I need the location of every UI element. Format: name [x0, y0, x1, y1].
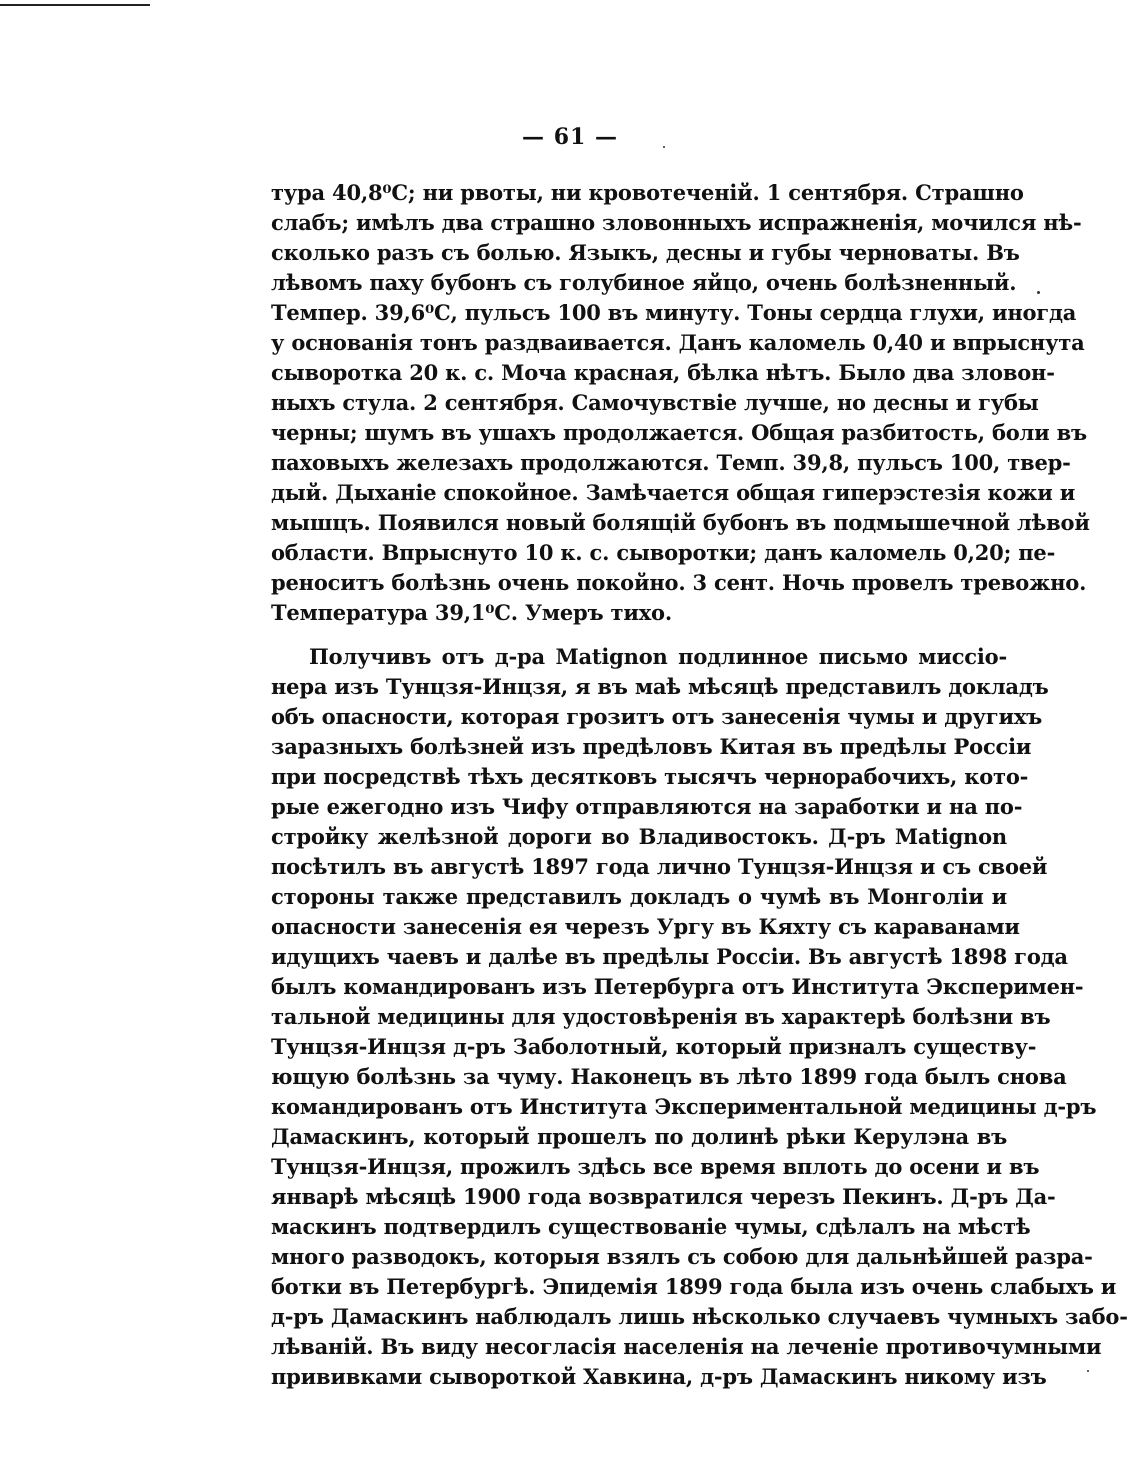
text-line: заразныхъ болѣзней изъ предѣловъ Китая въ предѣлы Россiи	[271, 734, 1032, 759]
paragraph-gap	[271, 628, 1007, 642]
text-line: Тунцзя-Инцзя д-ръ Заболотный, который призналъ существу-	[271, 1034, 1037, 1059]
text-line: реноситъ болѣзнь очень покойно. 3 сент. Ночь провелъ тревожно.	[271, 570, 1087, 595]
text-line: Темпер. 39,6⁰С, пульсъ 100 въ минуту. Тоны сердца глухи, иногда	[271, 300, 1077, 325]
text-line: январѣ мѣсяцѣ 1900 года возвратился черезъ Пекинъ. Д-ръ Да-	[271, 1184, 1056, 1209]
text-line: стороны также представилъ докладъ о чумѣ въ Монголiи и	[271, 884, 1007, 909]
text-line: рые ежегодно изъ Чифу отправляются на заработки и на по-	[271, 794, 1023, 819]
text-line: лѣванiй. Въ виду несогласiя населенiя на леченiе противочумными	[271, 1334, 1102, 1359]
text-line: ныхъ стула. 2 сентября. Самочувствiе лучше, но десны и губы	[271, 390, 1039, 415]
paragraph-case-report	[271, 178, 1090, 628]
text-line: много разводокъ, которыя взялъ съ собою для дальнѣйшей разра-	[271, 1244, 1093, 1269]
text-line: лѣвомъ паху бубонъ съ голубиное яйцо, очень болѣзненный.	[271, 270, 1017, 295]
scan-edge-rule	[0, 4, 150, 6]
text-line: идущихъ чаевъ и далѣе въ предѣлы Россiи. Въ августѣ 1898 года	[271, 944, 1068, 969]
page-number: — 61 —	[522, 124, 618, 150]
scan-speck	[663, 146, 665, 148]
text-line: объ опасности, которая грозитъ отъ занесенiя чумы и другихъ	[271, 704, 1043, 729]
paragraph-plague-history	[271, 642, 1128, 1392]
text-line: черны; шумъ въ ушахъ продолжается. Общая разбитость, боли въ	[271, 420, 1087, 445]
text-line: д-ръ Дамаскинъ наблюдалъ лишь нѣсколько случаевъ чумныхъ забо-	[271, 1304, 1128, 1329]
text-line: ющую болѣзнь за чуму. Наконецъ въ лѣто 1899 года былъ снова	[271, 1064, 1067, 1089]
text-line: былъ командированъ изъ Петербурга отъ Института Эксперимен-	[271, 974, 1084, 999]
text-line: паховыхъ железахъ продолжаются. Темп. 39,8, пульсъ 100, твер-	[271, 450, 1071, 475]
text-line: посѣтилъ въ августѣ 1897 года лично Тунцзя-Инцзя и съ своей	[271, 854, 1048, 879]
text-line: командированъ отъ Института Экспериментальной медицины д-ръ	[271, 1094, 1097, 1119]
text-line: Температура 39,1⁰С. Умеръ тихо.	[271, 600, 672, 625]
text-line: нера изъ Тунцзя-Инцзя, я въ маѣ мѣсяцѣ представилъ докладъ	[271, 674, 1049, 699]
body-text	[271, 178, 1128, 1392]
scan-speck	[1037, 291, 1040, 294]
text-line: опасности занесенiя ея черезъ Ургу въ Кяхту съ караванами	[271, 914, 1020, 939]
text-line: тура 40,8⁰С; ни рвоты, ни кровотеченiй. 1 сентября. Страшно	[271, 180, 1024, 205]
text-line: у основанiя тонъ раздваивается. Данъ каломель 0,40 и впрыснута	[271, 330, 1085, 355]
text-line: сколько разъ съ болью. Языкъ, десны и губы черноваты. Въ	[271, 240, 1020, 265]
text-line: мышцъ. Появился новый болящiй бубонъ въ подмышечной лѣвой	[271, 510, 1090, 535]
text-line: Дамаскинъ, который прошелъ по долинѣ рѣки Керулэна въ	[271, 1124, 1007, 1149]
text-line: тальной медицины для удостовѣренiя въ характерѣ болѣзни въ	[271, 1004, 1051, 1029]
text-line: области. Впрыснуто 10 к. с. сыворотки; данъ каломель 0,20; пе-	[271, 540, 1056, 565]
text-line: ботки въ Петербургѣ. Эпидемiя 1899 года была изъ очень слабыхъ и	[271, 1274, 1117, 1299]
text-line: сыворотка 20 к. с. Моча красная, бѣлка нѣтъ. Было два зловон-	[271, 360, 1055, 385]
text-line: слабъ; имѣлъ два страшно зловонныхъ испражненiя, мочился нѣ-	[271, 210, 1082, 235]
text-line: при посредствѣ тѣхъ десятковъ тысячъ чернорабочихъ, кото-	[271, 764, 1029, 789]
text-line: Тунцзя-Инцзя, прожилъ здѣсь все время вплоть до осени и въ	[271, 1154, 1040, 1179]
text-line: Получивъ отъ д-ра Matignon подлинное письмо миссiо-	[309, 644, 1007, 669]
text-line: стройку желѣзной дороги во Владивостокъ. Д-ръ Matignon	[271, 824, 1007, 849]
scan-speck	[1087, 1370, 1089, 1372]
text-line: дый. Дыханiе спокойное. Замѣчается общая гиперэстезiя кожи и	[271, 480, 1076, 505]
text-line: прививками сывороткой Хавкина, д-ръ Дамаскинъ никому изъ	[271, 1364, 1047, 1389]
text-line: маскинъ подтвердилъ существованiе чумы, сдѣлалъ на мѣстѣ	[271, 1214, 1031, 1239]
